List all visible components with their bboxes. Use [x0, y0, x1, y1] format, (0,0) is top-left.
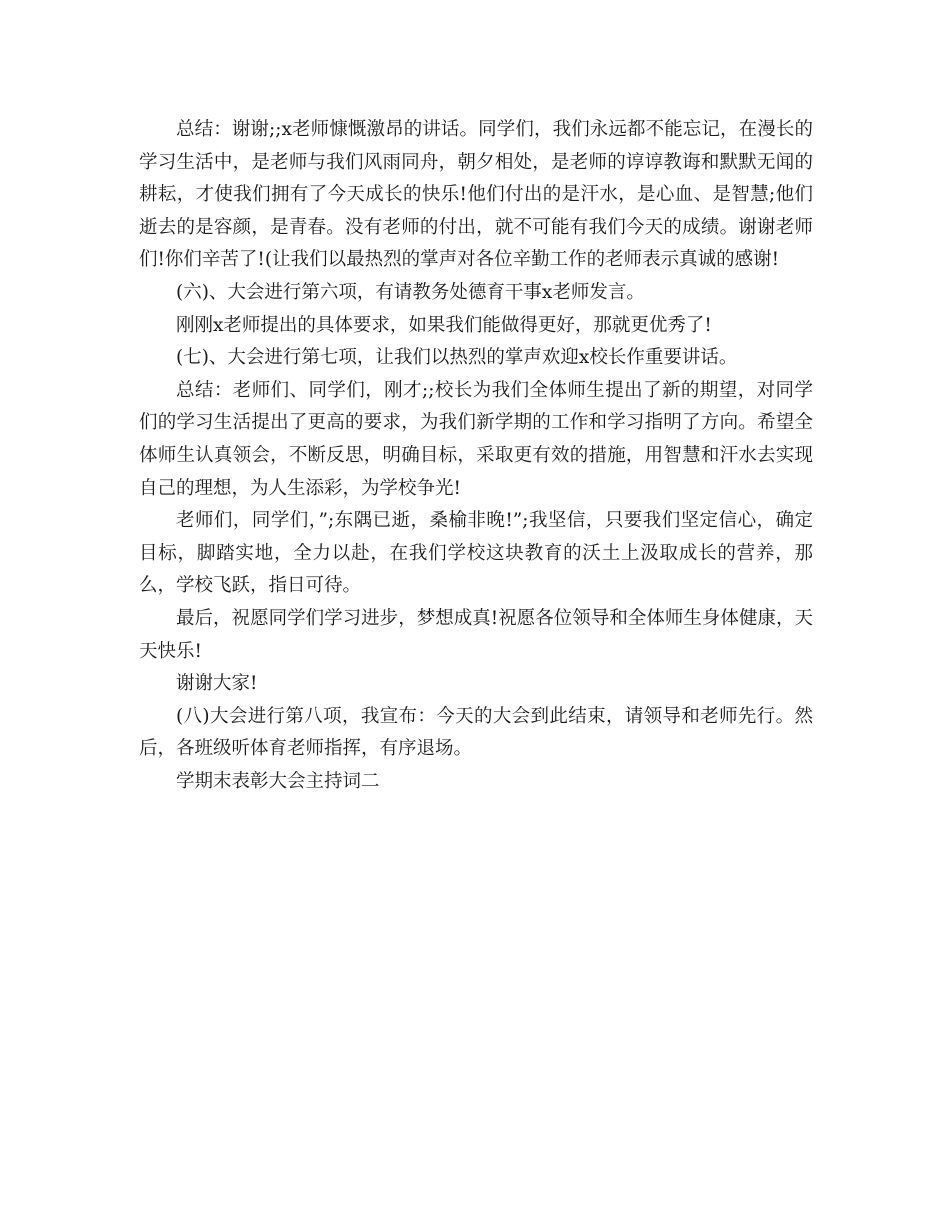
- paragraph-summary-principal: 总结：老师们、同学们，刚才;;校长为我们全体师生提出了新的期望，对同学们的学习生活提出了更高的要求，为我们新学期的工作和学习指明了方向。希望全体师生认真领会，不断反思，明确目标，采取更有效的措施，用智慧和汗水去实现自己的理想，为人生添彩，为学校争光!: [139, 379, 813, 499]
- paragraph-thanks-all: 谢谢大家!: [176, 673, 258, 695]
- paragraph-section-heading: 学期末表彰大会主持词二: [176, 770, 380, 792]
- paragraph-encouragement: 老师们，同学们，”;东隅已逝，桑榆非晚!”;我坚信，只要我们坚定信心，确定目标，脚踏实地，全力以赴，在我们学校这块教育的沃土上汲取成长的营养，那么，学校飞跃，指日可待。: [139, 510, 813, 597]
- paragraph-summary-thanks: 总结：谢谢;;x老师慷慨激昂的讲话。同学们，我们永远都不能忘记，在漫长的学习生活中，是老师与我们风雨同舟，朝夕相处，是老师的谆谆教诲和默默无闻的耕耘，才使我们拥有了今天成长的快乐!他们付出的是汗水，是心血、是智慧;他们逝去的是容颜，是青春。没有老师的付出，就不可能有我们今天的成绩。谢谢老师们!你们辛苦了!(让我们以最热烈的掌声对各位辛勤工作的老师表示真诚的感谢!: [139, 119, 813, 271]
- paragraph-item-six: (六)、大会进行第六项，有请教务处德育干事x老师发言。: [176, 281, 645, 303]
- paragraph-wishes: 最后，祝愿同学们学习进步，梦想成真!祝愿各位领导和全体师生身体健康，天天快乐!: [139, 607, 813, 662]
- paragraph-response-x-teacher: 刚刚x老师提出的具体要求，如果我们能做得更好，那就更优秀了!: [176, 314, 712, 336]
- paragraph-item-seven: (七)、大会进行第七项，让我们以热烈的掌声欢迎x校长作重要讲话。: [176, 347, 738, 369]
- document-body: [139, 114, 813, 798]
- paragraph-item-eight: (八)大会进行第八项，我宣布：今天的大会到此结束，请领导和老师先行。然后，各班级听体育老师指挥，有序退场。: [139, 705, 813, 760]
